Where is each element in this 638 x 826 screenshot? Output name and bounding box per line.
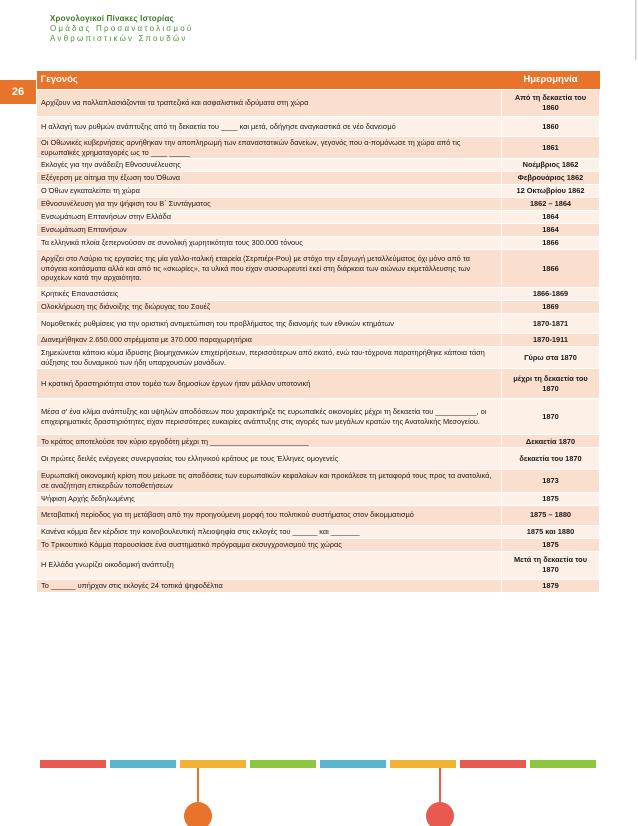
- timeline-bar-segment: [460, 760, 526, 768]
- table-body: [37, 90, 600, 593]
- timeline-pin-circle: [184, 802, 212, 826]
- event-cell: Το ______ υπήρχαν στις εκλογές 24 τοπικά ψηφοδέλτια: [37, 579, 502, 592]
- date-cell: 1866-1869: [502, 288, 600, 301]
- event-cell: Ολοκλήρωση της διάνοιξης της διώρυγας του Σουέζ: [37, 301, 502, 314]
- event-cell: Οι Οθωνικές κυβερνήσεις αρνήθηκαν την αποπληρωμή των επαναστατικών δανείων, γεγονός που α-πομόνωσε τη χώρα από τις ευρωπαϊκές χρηματαγορές ως το ____ _____: [37, 137, 502, 159]
- event-cell: Το κράτος αποτελούσε τον κύριο εργοδότη μέχρι τη ________________________: [37, 435, 502, 448]
- table-row: [37, 505, 600, 525]
- table-row: [37, 435, 600, 448]
- date-cell: 1862 – 1864: [502, 198, 600, 211]
- event-cell: Ενσωμάτωση Επτανήσων στην Ελλάδα: [37, 211, 502, 224]
- event-cell: Εθνοσυνέλευση για την ψήφιση του Β΄ Συντάγματος: [37, 198, 502, 211]
- timeline-pin-circle: [426, 802, 454, 826]
- event-cell: Η κρατική δραστηριότητα στον τομέα των δημοσίων έργων ήταν μάλλον υποτονική: [37, 369, 502, 399]
- date-cell: Γύρω στα 1870: [502, 347, 600, 369]
- date-cell: 1875 και 1880: [502, 525, 600, 538]
- timeline-bar-segment: [180, 760, 246, 768]
- timeline-bar-segment: [320, 760, 386, 768]
- table-row: [37, 538, 600, 551]
- table-row: [37, 551, 600, 579]
- table-row: [37, 185, 600, 198]
- event-cell: Κανένα κόμμα δεν κέρδισε την κοινοβουλευτική πλειοψηφία στις εκλογές του ______ και _______: [37, 525, 502, 538]
- document-header: [50, 14, 193, 44]
- date-cell: 1870-1871: [502, 314, 600, 334]
- event-cell: Η Ελλάδα γνωρίζει οικοδομική ανάπτυξη: [37, 551, 502, 579]
- timeline-bar-segment: [250, 760, 316, 768]
- page-edge-mark: [634, 0, 638, 60]
- header-subtitle-1: Ομάδας Προσανατολισμού: [50, 24, 194, 33]
- event-cell: Αρχίζουν να πολλαπλασιάζονται τα τραπεζικά και ασφαλιστικά ιδρύματα στη χώρα: [37, 90, 502, 117]
- table-row: [37, 492, 600, 505]
- event-cell: Μεταβατική περίοδος για τη μετάβαση από την προηγούμενη μορφή του πολιτικού συστήματος στον δικομματισμό: [37, 505, 502, 525]
- table-row: [37, 470, 600, 492]
- table-row: [37, 237, 600, 250]
- event-cell: Ο Όθων εγκαταλείπει τη χώρα: [37, 185, 502, 198]
- timeline-bar-segment: [390, 760, 456, 768]
- timeline-decoration: [40, 752, 600, 826]
- table-row: [37, 334, 600, 347]
- date-cell: 1866: [502, 237, 600, 250]
- header-title: Χρονολογικοί Πίνακες Ιστορίας: [50, 14, 174, 23]
- event-cell: Μέσα σ' ένα κλίμα ανάπτυξης και υψηλών αποδόσεων που χαρακτήριζε τις ευρωπαϊκές οικονομίες μέχρι τη δεκαετία του __________, οι επιχειρηματικές δραστηριότητες είχαν περισσότερες ευκαιρίες ανάπτυξης στις αγορές των μεγάλων κρατών της Ανατολικής Μεσογείου.: [37, 399, 502, 435]
- date-cell: 1870-1911: [502, 334, 600, 347]
- date-cell: δεκαετία του 1870: [502, 448, 600, 470]
- date-cell: Δεκαετία 1870: [502, 435, 600, 448]
- column-header-event: Γεγονός: [37, 71, 502, 90]
- event-cell: Εξέγερση με αίτημα την έξωση του Όθωνα: [37, 172, 502, 185]
- table-row: [37, 211, 600, 224]
- event-cell: Αρχίζει στο Λαύριο τις εργασίες της μία γαλλο-ιταλική εταιρεία (Σερπιέρι-Ρου) με στόχο την εξαγωγή μεταλλεύματος όχι μόνο από τα υπόγεια κοιτάσματα αλλά και από τις «σκωρίες», τα υλικά που είχαν συσσωρευτεί εκεί στη διάρκεια των αιώνων εκμετάλλευσης των ορυχείων κατά την αρχαιότητα.: [37, 250, 502, 288]
- date-cell: Μετά τη δεκαετία του 1870: [502, 551, 600, 579]
- date-cell: Νοέμβριος 1862: [502, 159, 600, 172]
- date-cell: Από τη δεκαετία του 1860: [502, 90, 600, 117]
- table-row: [37, 250, 600, 288]
- date-cell: 1875: [502, 492, 600, 505]
- event-cell: Εκλογές για την ανάδειξη Εθνοσυνέλευσης: [37, 159, 502, 172]
- date-cell: 1860: [502, 117, 600, 137]
- date-cell: 1869: [502, 301, 600, 314]
- table-row: [37, 448, 600, 470]
- table-header-row: [37, 71, 600, 90]
- event-cell: Κρητικές Επαναστάσεις: [37, 288, 502, 301]
- table-row: [37, 137, 600, 159]
- table-row: [37, 172, 600, 185]
- date-cell: 1864: [502, 211, 600, 224]
- date-cell: 1870: [502, 399, 600, 435]
- event-cell: Σημειώνεται κάποιο κύμα ίδρυσης βιομηχανικών επιχειρήσεων, περισσότερων από εκατό, ενώ ταυ-τόχρονα παρατηρήθηκε κάποια τάση αύξησης του δυναμικού των ήδη υπαρχουσών μονάδων.: [37, 347, 502, 369]
- date-cell: 1864: [502, 224, 600, 237]
- column-header-date: Ημερομηνία: [502, 71, 600, 90]
- event-cell: Νομοθετικές ρυθμίσεις για την οριστική αντιμετώπιση του προβλήματος της διανομής των εθνικών κτημάτων: [37, 314, 502, 334]
- table-row: [37, 288, 600, 301]
- page-number-tab: 26: [0, 80, 36, 104]
- date-cell: 1873: [502, 470, 600, 492]
- date-cell: 1866: [502, 250, 600, 288]
- table-row: [37, 525, 600, 538]
- event-cell: Ενσωμάτωση Επτανήσων: [37, 224, 502, 237]
- date-cell: 1861: [502, 137, 600, 159]
- timeline-bar-segment: [40, 760, 106, 768]
- event-cell: Ευρωπαϊκή οικονομική κρίση που μείωσε τις αποδόσεις των ευρωπαϊκών κεφαλαίων και προκάλεσε τη μεταφορά τους προς τα ανατολικά, σε αναζήτηση επικερδών τοποθετήσεων: [37, 470, 502, 492]
- event-cell: Τα ελληνικά πλοία ξεπερνούσαν σε συνολική χωρητικότητα τους 300.000 τόνους: [37, 237, 502, 250]
- table-row: [37, 159, 600, 172]
- event-cell: Διανεμήθηκαν 2.650.000 στρέμματα με 370.000 παραχωρητήρια: [37, 334, 502, 347]
- table-row: [37, 117, 600, 137]
- table-row: [37, 399, 600, 435]
- timeline-bar-segment: [110, 760, 176, 768]
- date-cell: 1875: [502, 538, 600, 551]
- date-cell: μέχρι τη δεκαετία του 1870: [502, 369, 600, 399]
- table-row: [37, 301, 600, 314]
- date-cell: Φεβρουάριος 1862: [502, 172, 600, 185]
- table-row: [37, 198, 600, 211]
- table-row: [37, 314, 600, 334]
- date-cell: 1879: [502, 579, 600, 592]
- table-row: [37, 579, 600, 592]
- table-row: [37, 369, 600, 399]
- event-cell: Οι πρώτες δειλές ενέργειες συνεργασίας του ελληνικού κράτους με τους Έλληνες ομογενείς: [37, 448, 502, 470]
- table-row: [37, 90, 600, 117]
- timeline-table: [36, 71, 600, 593]
- date-cell: 1875 – 1880: [502, 505, 600, 525]
- event-cell: Το Τρικουπικό Κόμμα παρουσίασε ένα συστηματικό πρόγραμμα εκσυγχρονισμού της χώρας: [37, 538, 502, 551]
- date-cell: 12 Οκτωβρίου 1862: [502, 185, 600, 198]
- table-row: [37, 347, 600, 369]
- header-subtitle-2: Ανθρωπιστικών Σπουδών: [50, 34, 188, 43]
- event-cell: Ψήφιση Αρχής δεδηλωμένης: [37, 492, 502, 505]
- timeline-bar-segment: [530, 760, 596, 768]
- event-cell: Η αλλαγή των ρυθμών ανάπτυξης από τη δεκαετία του ____ και μετά, οδήγησε αναγκαστικά σε νέο δανεισμό: [37, 117, 502, 137]
- table-row: [37, 224, 600, 237]
